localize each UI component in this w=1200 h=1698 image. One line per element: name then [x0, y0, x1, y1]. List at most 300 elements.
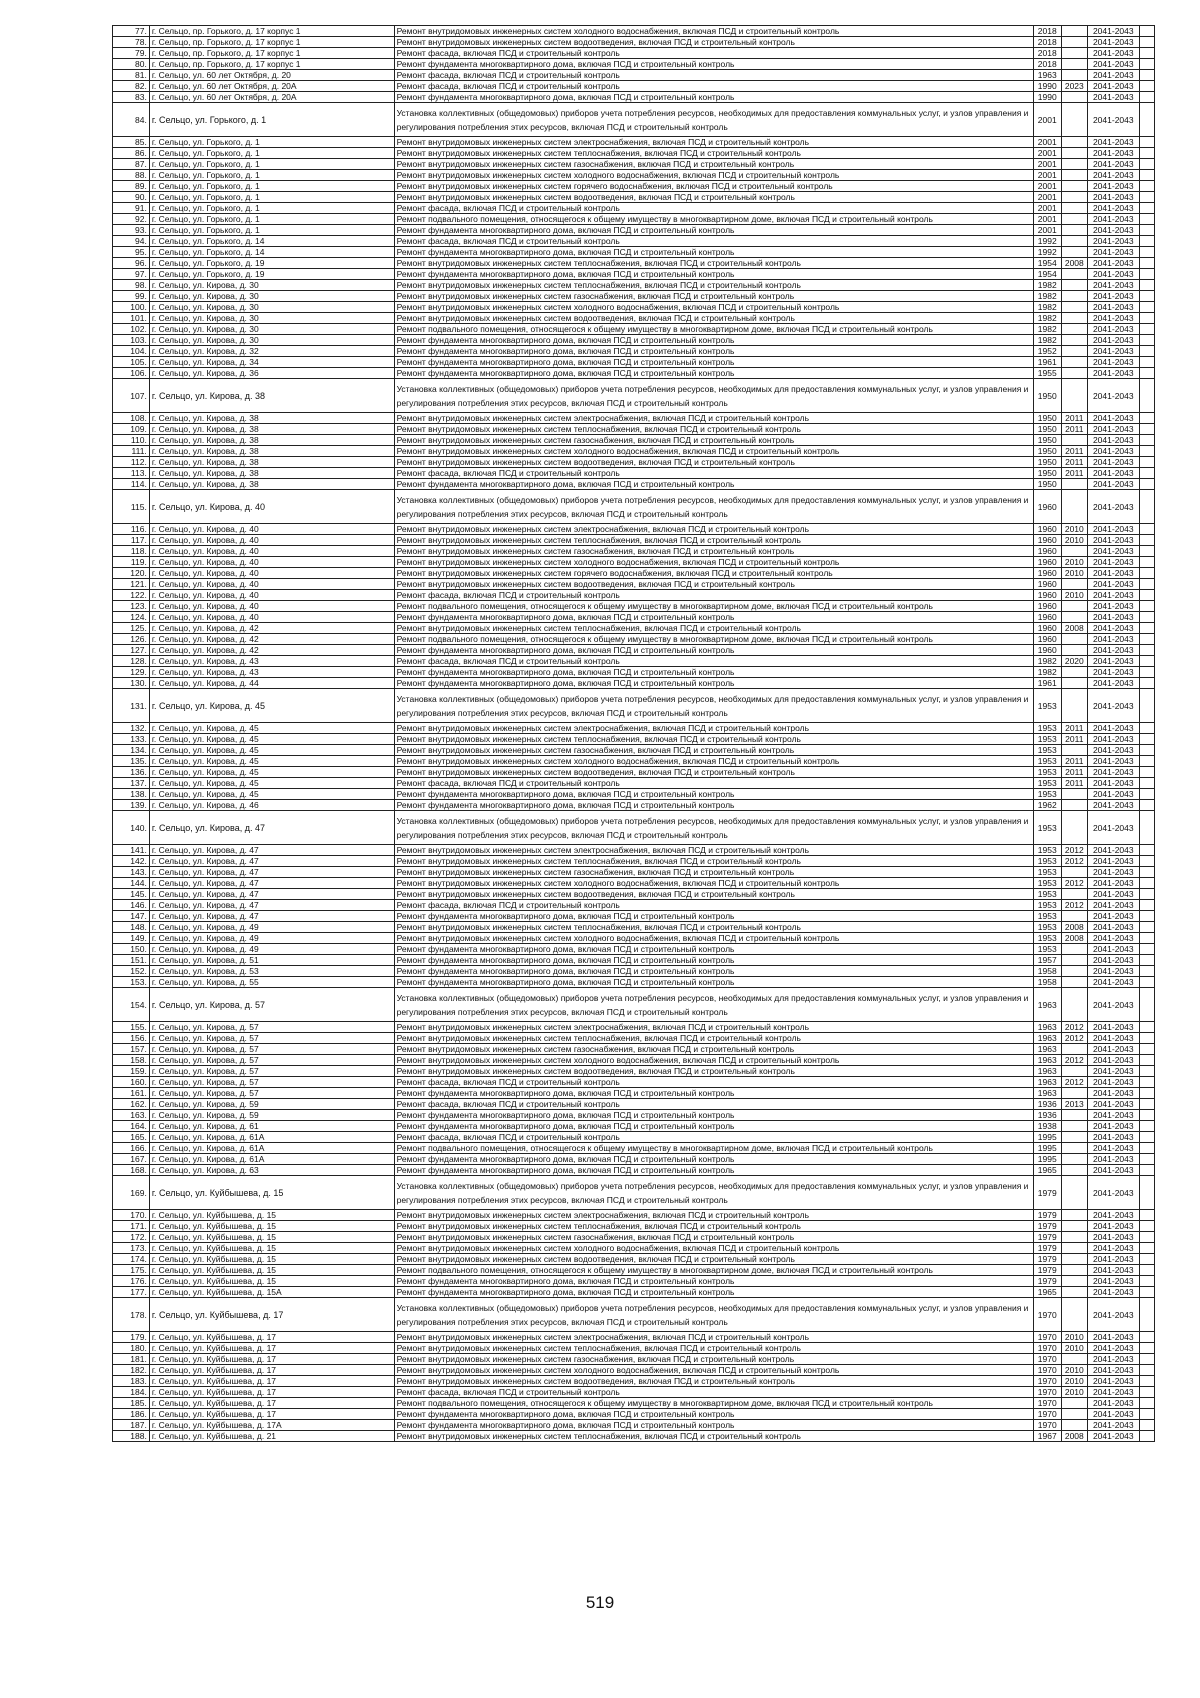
table-row	[113, 92, 1155, 103]
row-blank-cell	[1139, 435, 1154, 446]
table-row	[113, 236, 1155, 247]
table-row	[113, 557, 1155, 568]
row-year-built: 1950	[1033, 479, 1061, 490]
row-blank-cell	[1139, 26, 1154, 37]
row-last-repair-year	[1061, 645, 1087, 656]
row-blank-cell	[1139, 535, 1154, 546]
row-last-repair-year	[1061, 1276, 1087, 1287]
row-number: 107.	[113, 379, 150, 413]
row-address: г. Сельцо, ул. Куйбышева, д. 17	[149, 1298, 394, 1332]
row-address: г. Сельцо, ул. Горького, д. 14	[149, 236, 394, 247]
row-year-built: 2001	[1033, 137, 1061, 148]
row-year-built: 1967	[1033, 1431, 1061, 1442]
row-work-type: Ремонт фасада, включая ПСД и строительный контроль	[394, 1077, 1033, 1088]
row-planned-period: 2041-2043	[1087, 889, 1139, 900]
row-year-built: 1965	[1033, 1287, 1061, 1298]
row-number: 103.	[113, 335, 150, 346]
row-number: 105.	[113, 357, 150, 368]
row-number: 90.	[113, 192, 150, 203]
row-last-repair-year	[1061, 26, 1087, 37]
row-blank-cell	[1139, 148, 1154, 159]
row-year-built: 1953	[1033, 878, 1061, 889]
row-number: 95.	[113, 247, 150, 258]
row-number: 109.	[113, 424, 150, 435]
row-year-built: 1953	[1033, 778, 1061, 789]
row-address: г. Сельцо, ул. Горького, д. 1	[149, 203, 394, 214]
row-address: г. Сельцо, ул. Кирова, д. 30	[149, 324, 394, 335]
row-work-type: Ремонт внутридомовых инженерных систем электроснабжения, включая ПСД и строительный контроль	[394, 845, 1033, 856]
table-row	[113, 1332, 1155, 1343]
row-planned-period: 2041-2043	[1087, 148, 1139, 159]
row-number: 142.	[113, 856, 150, 867]
row-address: г. Сельцо, ул. Горького, д. 1	[149, 137, 394, 148]
row-blank-cell	[1139, 856, 1154, 867]
row-year-built: 1950	[1033, 446, 1061, 457]
row-blank-cell	[1139, 568, 1154, 579]
row-address: г. Сельцо, ул. 60 лет Октября, д. 20А	[149, 92, 394, 103]
row-last-repair-year	[1061, 170, 1087, 181]
row-year-built: 1979	[1033, 1176, 1061, 1210]
row-blank-cell	[1139, 1132, 1154, 1143]
row-year-built: 1970	[1033, 1376, 1061, 1387]
row-address: г. Сельцо, ул. Кирова, д. 63	[149, 1165, 394, 1176]
row-address: г. Сельцо, ул. Куйбышева, д. 15	[149, 1254, 394, 1265]
row-work-type: Ремонт внутридомовых инженерных систем водоотведения, включая ПСД и строительный контроль	[394, 1066, 1033, 1077]
row-work-type: Ремонт внутридомовых инженерных систем теплоснабжения, включая ПСД и строительный контроль	[394, 734, 1033, 745]
table-row	[113, 413, 1155, 424]
row-work-type: Ремонт внутридомовых инженерных систем теплоснабжения, включая ПСД и строительный контроль	[394, 258, 1033, 269]
row-address: г. Сельцо, ул. Горького, д. 1	[149, 170, 394, 181]
row-number: 136.	[113, 767, 150, 778]
row-last-repair-year	[1061, 435, 1087, 446]
row-planned-period: 2041-2043	[1087, 302, 1139, 313]
row-year-built: 1982	[1033, 291, 1061, 302]
row-last-repair-year	[1061, 324, 1087, 335]
row-address: г. Сельцо, ул. Кирова, д. 57	[149, 1077, 394, 1088]
row-blank-cell	[1139, 103, 1154, 137]
table-row	[113, 900, 1155, 911]
table-row	[113, 1110, 1155, 1121]
row-blank-cell	[1139, 159, 1154, 170]
row-year-built: 1995	[1033, 1132, 1061, 1143]
row-address: г. Сельцо, пр. Горького, д. 17 корпус 1	[149, 26, 394, 37]
table-row	[113, 1276, 1155, 1287]
row-planned-period: 2041-2043	[1087, 1121, 1139, 1132]
row-last-repair-year	[1061, 368, 1087, 379]
row-work-type: Ремонт внутридомовых инженерных систем холодного водоснабжения, включая ПСД и строительный контроль	[394, 170, 1033, 181]
row-address: г. Сельцо, ул. Кирова, д. 38	[149, 424, 394, 435]
row-blank-cell	[1139, 667, 1154, 678]
row-year-built: 1990	[1033, 92, 1061, 103]
row-last-repair-year	[1061, 1121, 1087, 1132]
row-year-built: 1953	[1033, 845, 1061, 856]
row-address: г. Сельцо, ул. Кирова, д. 57	[149, 1088, 394, 1099]
row-planned-period: 2041-2043	[1087, 678, 1139, 689]
row-blank-cell	[1139, 313, 1154, 324]
row-number: 141.	[113, 845, 150, 856]
row-work-type: Ремонт фундамента многоквартирного дома, включая ПСД и строительный контроль	[394, 977, 1033, 988]
row-work-type: Ремонт фундамента многоквартирного дома, включая ПСД и строительный контроль	[394, 1287, 1033, 1298]
row-last-repair-year: 2008	[1061, 623, 1087, 634]
row-number: 150.	[113, 944, 150, 955]
row-last-repair-year	[1061, 1154, 1087, 1165]
row-number: 108.	[113, 413, 150, 424]
table-row	[113, 37, 1155, 48]
row-planned-period: 2041-2043	[1087, 1376, 1139, 1387]
row-planned-period: 2041-2043	[1087, 966, 1139, 977]
row-planned-period: 2041-2043	[1087, 468, 1139, 479]
row-planned-period: 2041-2043	[1087, 1431, 1139, 1442]
row-blank-cell	[1139, 479, 1154, 490]
row-year-built: 2018	[1033, 48, 1061, 59]
table-row	[113, 181, 1155, 192]
row-year-built: 2018	[1033, 59, 1061, 70]
row-planned-period: 2041-2043	[1087, 634, 1139, 645]
row-last-repair-year	[1061, 1243, 1087, 1254]
row-blank-cell	[1139, 1099, 1154, 1110]
row-year-built: 2001	[1033, 192, 1061, 203]
row-last-repair-year	[1061, 1265, 1087, 1276]
row-number: 118.	[113, 546, 150, 557]
row-number: 115.	[113, 490, 150, 524]
row-work-type: Ремонт внутридомовых инженерных систем водоотведения, включая ПСД и строительный контроль	[394, 313, 1033, 324]
row-last-repair-year	[1061, 490, 1087, 524]
row-address: г. Сельцо, ул. Кирова, д. 47	[149, 811, 394, 845]
table-row	[113, 192, 1155, 203]
row-last-repair-year: 2010	[1061, 590, 1087, 601]
row-planned-period: 2041-2043	[1087, 1232, 1139, 1243]
row-last-repair-year: 2011	[1061, 778, 1087, 789]
table-row	[113, 1376, 1155, 1387]
row-blank-cell	[1139, 203, 1154, 214]
table-row	[113, 944, 1155, 955]
row-blank-cell	[1139, 955, 1154, 966]
row-planned-period: 2041-2043	[1087, 181, 1139, 192]
row-blank-cell	[1139, 446, 1154, 457]
table-row	[113, 933, 1155, 944]
table-row	[113, 867, 1155, 878]
row-address: г. Сельцо, ул. Кирова, д. 57	[149, 988, 394, 1022]
row-address: г. Сельцо, ул. Куйбышева, д. 17А	[149, 1420, 394, 1431]
row-number: 174.	[113, 1254, 150, 1265]
row-blank-cell	[1139, 778, 1154, 789]
row-year-built: 1960	[1033, 546, 1061, 557]
row-year-built: 1962	[1033, 800, 1061, 811]
row-address: г. Сельцо, ул. Кирова, д. 55	[149, 977, 394, 988]
row-planned-period: 2041-2043	[1087, 1298, 1139, 1332]
row-blank-cell	[1139, 612, 1154, 623]
row-address: г. Сельцо, ул. Горького, д. 1	[149, 148, 394, 159]
row-blank-cell	[1139, 59, 1154, 70]
row-address: г. Сельцо, ул. Кирова, д. 40	[149, 568, 394, 579]
row-last-repair-year	[1061, 203, 1087, 214]
row-year-built: 1979	[1033, 1210, 1061, 1221]
row-year-built: 1995	[1033, 1154, 1061, 1165]
row-year-built: 1960	[1033, 590, 1061, 601]
row-work-type: Ремонт фундамента многоквартирного дома, включая ПСД и строительный контроль	[394, 335, 1033, 346]
row-last-repair-year	[1061, 988, 1087, 1022]
row-year-built: 1963	[1033, 1022, 1061, 1033]
row-address: г. Сельцо, ул. Куйбышева, д. 17	[149, 1376, 394, 1387]
row-number: 129.	[113, 667, 150, 678]
row-work-type: Ремонт внутридомовых инженерных систем газоснабжения, включая ПСД и строительный контроль	[394, 546, 1033, 557]
row-year-built: 1982	[1033, 335, 1061, 346]
row-address: г. Сельцо, ул. 60 лет Октября, д. 20А	[149, 81, 394, 92]
row-blank-cell	[1139, 1044, 1154, 1055]
row-work-type: Ремонт внутридомовых инженерных систем холодного водоснабжения, включая ПСД и строительный контроль	[394, 26, 1033, 37]
row-year-built: 1982	[1033, 280, 1061, 291]
row-work-type: Ремонт внутридомовых инженерных систем теплоснабжения, включая ПСД и строительный контроль	[394, 1343, 1033, 1354]
row-last-repair-year	[1061, 546, 1087, 557]
row-year-built: 1979	[1033, 1276, 1061, 1287]
row-year-built: 1992	[1033, 236, 1061, 247]
table-row	[113, 247, 1155, 258]
row-last-repair-year: 2010	[1061, 1343, 1087, 1354]
row-planned-period: 2041-2043	[1087, 81, 1139, 92]
table-row	[113, 1243, 1155, 1254]
row-year-built: 1982	[1033, 656, 1061, 667]
row-planned-period: 2041-2043	[1087, 1099, 1139, 1110]
row-blank-cell	[1139, 977, 1154, 988]
row-blank-cell	[1139, 623, 1154, 634]
row-planned-period: 2041-2043	[1087, 1022, 1139, 1033]
row-year-built: 1990	[1033, 81, 1061, 92]
row-year-built: 1963	[1033, 1055, 1061, 1066]
row-work-type: Ремонт внутридомовых инженерных систем электроснабжения, включая ПСД и строительный контроль	[394, 1332, 1033, 1343]
row-blank-cell	[1139, 889, 1154, 900]
row-number: 138.	[113, 789, 150, 800]
row-blank-cell	[1139, 656, 1154, 667]
row-number: 92.	[113, 214, 150, 225]
row-planned-period: 2041-2043	[1087, 1154, 1139, 1165]
row-number: 102.	[113, 324, 150, 335]
row-last-repair-year	[1061, 1165, 1087, 1176]
row-year-built: 1970	[1033, 1354, 1061, 1365]
row-planned-period: 2041-2043	[1087, 1176, 1139, 1210]
row-blank-cell	[1139, 1332, 1154, 1343]
table-row	[113, 856, 1155, 867]
row-planned-period: 2041-2043	[1087, 590, 1139, 601]
row-last-repair-year: 2011	[1061, 734, 1087, 745]
row-number: 133.	[113, 734, 150, 745]
row-number: 93.	[113, 225, 150, 236]
table-row	[113, 490, 1155, 524]
row-work-type: Ремонт фундамента многоквартирного дома, включая ПСД и строительный контроль	[394, 955, 1033, 966]
table-row	[113, 922, 1155, 933]
row-last-repair-year	[1061, 137, 1087, 148]
table-row	[113, 1420, 1155, 1431]
row-work-type: Ремонт фасада, включая ПСД и строительный контроль	[394, 236, 1033, 247]
row-address: г. Сельцо, ул. Кирова, д. 57	[149, 1033, 394, 1044]
table-row	[113, 1221, 1155, 1232]
row-address: г. Сельцо, ул. Кирова, д. 49	[149, 922, 394, 933]
row-blank-cell	[1139, 1210, 1154, 1221]
row-year-built: 1960	[1033, 557, 1061, 568]
row-number: 173.	[113, 1243, 150, 1254]
row-address: г. Сельцо, ул. Кирова, д. 40	[149, 601, 394, 612]
row-address: г. Сельцо, ул. Кирова, д. 57	[149, 1066, 394, 1077]
row-year-built: 1963	[1033, 1066, 1061, 1077]
row-planned-period: 2041-2043	[1087, 92, 1139, 103]
row-last-repair-year: 2010	[1061, 1332, 1087, 1343]
row-last-repair-year: 2010	[1061, 1376, 1087, 1387]
row-work-type: Ремонт подвального помещения, относящегося к общему имуществу в многоквартирном доме, включая ПСД и строительный контроль	[394, 634, 1033, 645]
row-planned-period: 2041-2043	[1087, 335, 1139, 346]
row-last-repair-year	[1061, 70, 1087, 81]
row-number: 83.	[113, 92, 150, 103]
table-row	[113, 357, 1155, 368]
row-number: 100.	[113, 302, 150, 313]
table-row	[113, 1044, 1155, 1055]
row-planned-period: 2041-2043	[1087, 368, 1139, 379]
row-address: г. Сельцо, ул. Кирова, д. 47	[149, 845, 394, 856]
row-number: 96.	[113, 258, 150, 269]
row-planned-period: 2041-2043	[1087, 667, 1139, 678]
row-work-type: Ремонт фундамента многоквартирного дома, включая ПСД и строительный контроль	[394, 667, 1033, 678]
table-row	[113, 789, 1155, 800]
row-address: г. Сельцо, ул. Горького, д. 1	[149, 192, 394, 203]
row-planned-period: 2041-2043	[1087, 1276, 1139, 1287]
table-row	[113, 26, 1155, 37]
row-last-repair-year	[1061, 579, 1087, 590]
row-planned-period: 2041-2043	[1087, 856, 1139, 867]
row-planned-period: 2041-2043	[1087, 1066, 1139, 1077]
row-year-built: 1958	[1033, 977, 1061, 988]
row-work-type: Ремонт внутридомовых инженерных систем газоснабжения, включая ПСД и строительный контроль	[394, 1232, 1033, 1243]
row-address: г. Сельцо, ул. Кирова, д. 30	[149, 291, 394, 302]
row-work-type: Ремонт внутридомовых инженерных систем теплоснабжения, включая ПСД и строительный контроль	[394, 1033, 1033, 1044]
row-year-built: 1970	[1033, 1398, 1061, 1409]
row-planned-period: 2041-2043	[1087, 568, 1139, 579]
row-work-type: Ремонт фундамента многоквартирного дома, включая ПСД и строительный контроль	[394, 368, 1033, 379]
row-number: 188.	[113, 1431, 150, 1442]
row-number: 80.	[113, 59, 150, 70]
table-row	[113, 645, 1155, 656]
row-work-type: Установка коллективных (общедомовых) приборов учета потребления ресурсов, необходимых для предоставления коммунальных услуг, и узлов управления и регулирования потребления этих ресурсов, включая ПСД и строительный контроль	[394, 1298, 1033, 1332]
row-planned-period: 2041-2043	[1087, 258, 1139, 269]
row-address: г. Сельцо, ул. Куйбышева, д. 15	[149, 1243, 394, 1254]
row-planned-period: 2041-2043	[1087, 1243, 1139, 1254]
row-blank-cell	[1139, 1298, 1154, 1332]
table-row	[113, 1176, 1155, 1210]
row-address: г. Сельцо, ул. Кирова, д. 40	[149, 535, 394, 546]
row-planned-period: 2041-2043	[1087, 811, 1139, 845]
row-work-type: Ремонт подвального помещения, относящегося к общему имуществу в многоквартирном доме, включая ПСД и строительный контроль	[394, 214, 1033, 225]
row-number: 122.	[113, 590, 150, 601]
row-last-repair-year	[1061, 192, 1087, 203]
row-planned-period: 2041-2043	[1087, 579, 1139, 590]
row-last-repair-year	[1061, 789, 1087, 800]
row-last-repair-year	[1061, 346, 1087, 357]
table-row	[113, 590, 1155, 601]
table-row	[113, 324, 1155, 335]
row-work-type: Ремонт фундамента многоквартирного дома, включая ПСД и строительный контроль	[394, 247, 1033, 258]
table-row	[113, 667, 1155, 678]
table-row	[113, 170, 1155, 181]
row-number: 78.	[113, 37, 150, 48]
row-blank-cell	[1139, 1066, 1154, 1077]
row-planned-period: 2041-2043	[1087, 159, 1139, 170]
row-last-repair-year	[1061, 1409, 1087, 1420]
row-blank-cell	[1139, 767, 1154, 778]
row-address: г. Сельцо, ул. Кирова, д. 53	[149, 966, 394, 977]
row-year-built: 1950	[1033, 468, 1061, 479]
table-row	[113, 1132, 1155, 1143]
row-number: 164.	[113, 1121, 150, 1132]
row-planned-period: 2041-2043	[1087, 1055, 1139, 1066]
row-blank-cell	[1139, 346, 1154, 357]
row-last-repair-year: 2008	[1061, 922, 1087, 933]
row-last-repair-year	[1061, 214, 1087, 225]
row-number: 139.	[113, 800, 150, 811]
row-work-type: Ремонт внутридомовых инженерных систем электроснабжения, включая ПСД и строительный контроль	[394, 137, 1033, 148]
row-planned-period: 2041-2043	[1087, 1077, 1139, 1088]
row-address: г. Сельцо, ул. Кирова, д. 49	[149, 944, 394, 955]
row-planned-period: 2041-2043	[1087, 269, 1139, 280]
row-year-built: 1950	[1033, 457, 1061, 468]
table-row	[113, 734, 1155, 745]
row-address: г. Сельцо, ул. Кирова, д. 57	[149, 1044, 394, 1055]
row-work-type: Ремонт внутридомовых инженерных систем теплоснабжения, включая ПСД и строительный контроль	[394, 424, 1033, 435]
row-number: 171.	[113, 1221, 150, 1232]
row-work-type: Ремонт внутридомовых инженерных систем холодного водоснабжения, включая ПСД и строительный контроль	[394, 933, 1033, 944]
row-planned-period: 2041-2043	[1087, 955, 1139, 966]
row-work-type: Ремонт фундамента многоквартирного дома, включая ПСД и строительный контроль	[394, 92, 1033, 103]
row-last-repair-year: 2008	[1061, 1431, 1087, 1442]
table-body	[113, 26, 1155, 1442]
row-blank-cell	[1139, 678, 1154, 689]
table-row	[113, 723, 1155, 734]
table-row	[113, 1077, 1155, 1088]
row-work-type: Ремонт фасада, включая ПСД и строительный контроль	[394, 70, 1033, 81]
row-number: 106.	[113, 368, 150, 379]
row-planned-period: 2041-2043	[1087, 756, 1139, 767]
row-last-repair-year: 2010	[1061, 535, 1087, 546]
table-row	[113, 435, 1155, 446]
row-planned-period: 2041-2043	[1087, 1110, 1139, 1121]
row-last-repair-year	[1061, 1254, 1087, 1265]
row-year-built: 1963	[1033, 1044, 1061, 1055]
row-work-type: Ремонт фундамента многоквартирного дома, включая ПСД и строительный контроль	[394, 1154, 1033, 1165]
row-number: 86.	[113, 148, 150, 159]
row-number: 159.	[113, 1066, 150, 1077]
row-blank-cell	[1139, 944, 1154, 955]
row-blank-cell	[1139, 1165, 1154, 1176]
row-year-built: 1953	[1033, 867, 1061, 878]
row-planned-period: 2041-2043	[1087, 236, 1139, 247]
row-address: г. Сельцо, ул. Кирова, д. 45	[149, 734, 394, 745]
row-last-repair-year	[1061, 889, 1087, 900]
row-blank-cell	[1139, 966, 1154, 977]
table-row	[113, 280, 1155, 291]
table-row	[113, 767, 1155, 778]
row-year-built: 1953	[1033, 889, 1061, 900]
row-address: г. Сельцо, ул. Куйбышева, д. 15	[149, 1210, 394, 1221]
table-row	[113, 1298, 1155, 1332]
row-blank-cell	[1139, 579, 1154, 590]
table-row	[113, 579, 1155, 590]
row-work-type: Установка коллективных (общедомовых) приборов учета потребления ресурсов, необходимых для предоставления коммунальных услуг, и узлов управления и регулирования потребления этих ресурсов, включая ПСД и строительный контроль	[394, 988, 1033, 1022]
row-number: 180.	[113, 1343, 150, 1354]
row-work-type: Ремонт фундамента многоквартирного дома, включая ПСД и строительный контроль	[394, 645, 1033, 656]
row-last-repair-year: 2020	[1061, 656, 1087, 667]
row-work-type: Ремонт внутридомовых инженерных систем холодного водоснабжения, включая ПСД и строительный контроль	[394, 1055, 1033, 1066]
table-row	[113, 148, 1155, 159]
capital-repair-table	[112, 25, 1155, 1442]
row-work-type: Ремонт внутридомовых инженерных систем теплоснабжения, включая ПСД и строительный контроль	[394, 856, 1033, 867]
table-row	[113, 335, 1155, 346]
row-last-repair-year	[1061, 612, 1087, 623]
